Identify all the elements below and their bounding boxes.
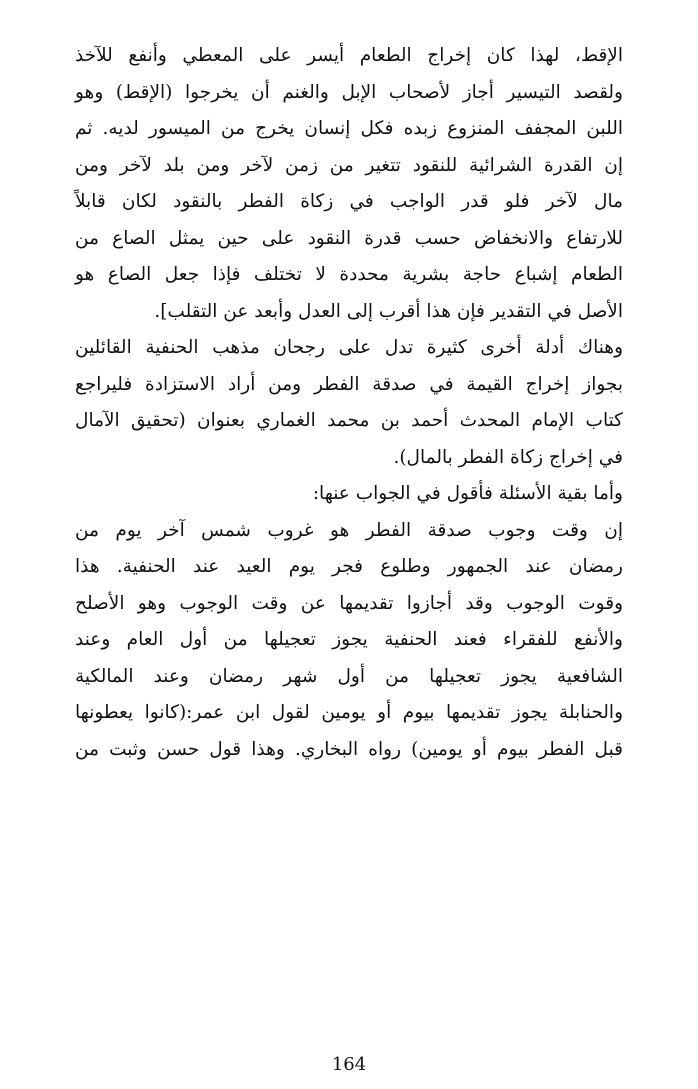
text-line: إن وقت وجوب صدقة الفطر هو غروب شمس آخر يوم من <box>75 519 623 541</box>
text-line: ولقصد التيسير أجاز لأصحاب الإبل والغنم أن يخرجوا (الإقط) وهو <box>75 81 623 103</box>
text-line: للارتفاع والانخفاض حسب قدرة النقود على حين يمثل الصاع من <box>75 227 623 249</box>
text-line: وهناك أدلة أخرى كثيرة تدل على رجحان مذهب الحنفية القائلين <box>75 337 623 358</box>
text-line: وأما بقية الأسئلة فأقول في الجواب عنها: <box>312 483 623 504</box>
text-line: الطعام إشباع حاجة بشرية محددة لا تختلف فإذا جعل الصاع هو <box>75 264 623 285</box>
text-line: مال لآخر فلو قدر الواجب في زكاة الفطر بالنقود لكان قابلاً <box>75 191 623 212</box>
text-line: إن القدرة الشرائية للنقود تتغير من زمن لآخر ومن بلد لآخر ومن <box>75 154 623 176</box>
text-line: الإقط، لهذا كان إخراج الطعام أيسر على المعطي وأنفع للآخذ <box>75 45 623 66</box>
text-line: اللبن المجفف المنزوع زبده فكل إنسان يخرج من الميسور لديه. ثم <box>75 118 623 139</box>
text-line: والحنابلة يجوز تقديمها بيوم أو يومين لقول ابن عمر:(كانوا يعطونها <box>75 702 623 723</box>
page-number: 164 <box>331 1054 367 1075</box>
text-line: الشافعية يجوز تعجيلها من أول شهر رمضان وعند المالكية <box>75 665 623 687</box>
text-line: بجواز إخراج القيمة في صدقة الفطر ومن أراد الاستزادة فليراجع <box>75 373 623 395</box>
text-line: في إخراج زكاة الفطر بالمال). <box>393 446 623 468</box>
text-line: كتاب الإمام المحدث أحمد بن محمد الغماري بعنوان (تحقيق الآمال <box>75 410 623 431</box>
text-line: الأصل في التقدير فإن هذا أقرب إلى العدل وأبعد عن التقلب]. <box>154 300 623 322</box>
text-line: والأنفع للفقراء فعند الحنفية يجوز تعجيلها من أول العام وعند <box>75 629 623 650</box>
page-body-text <box>75 38 623 768</box>
text-line: رمضان عند الجمهور وطلوع فجر يوم العيد عند الحنفية. هذا <box>75 556 623 577</box>
text-line: وقوت الوجوب وقد أجازوا تقديمها عن وقت الوجوب وهو الأصلح <box>75 592 623 614</box>
text-line: قبل الفطر بيوم أو يومين) رواه البخاري. وهذا قول حسن وثبت من <box>75 738 623 760</box>
